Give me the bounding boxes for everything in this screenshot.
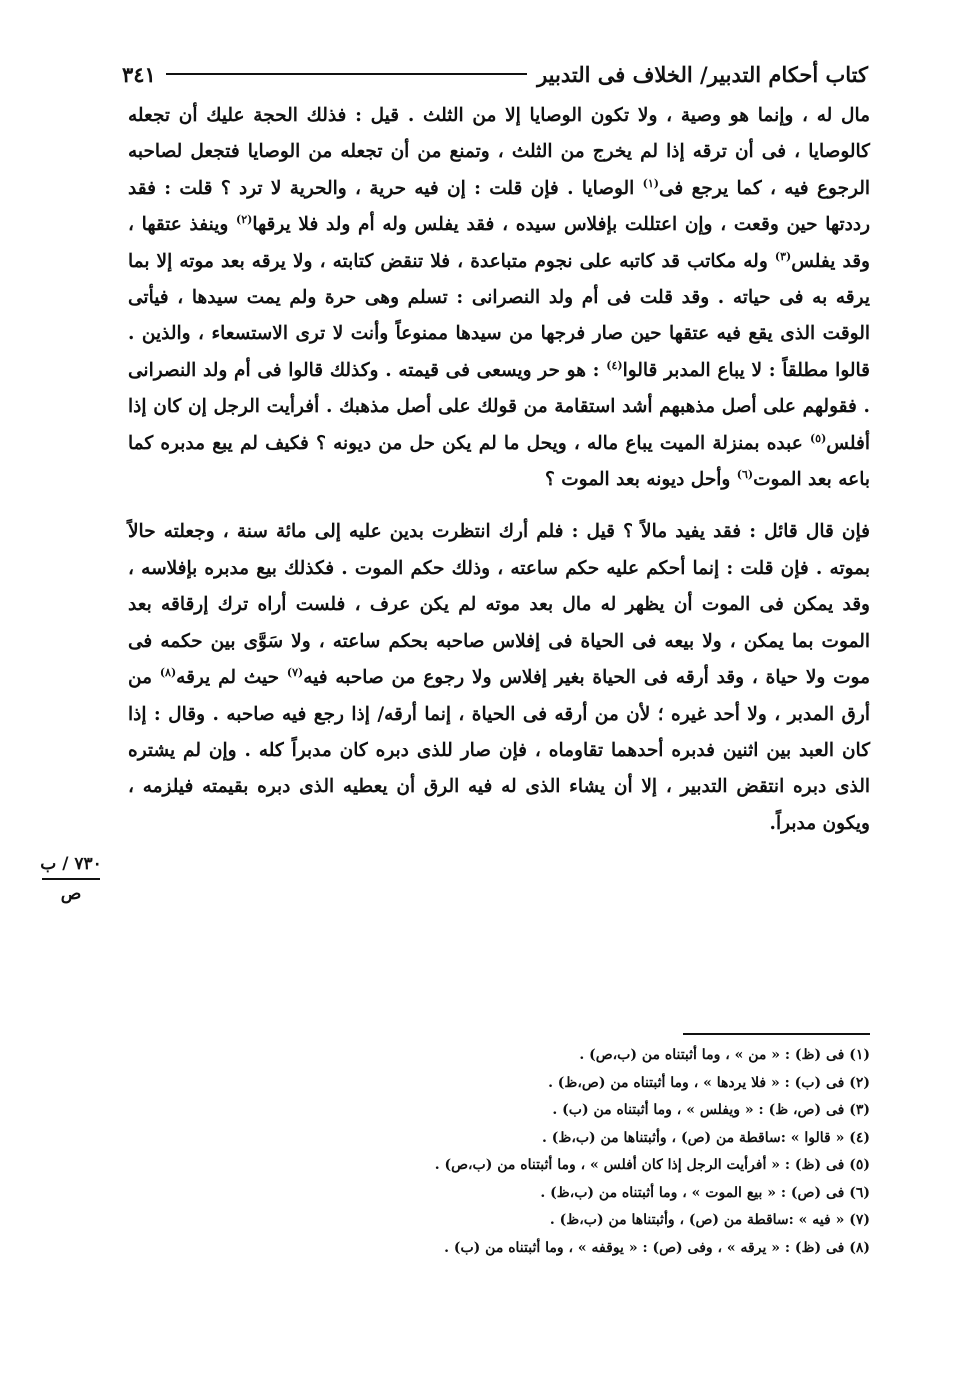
text-run: : هو حر ويسعى فى قيمته . وكذلك قالوا فى أم ولد النصرانى . فقولهم على أصل مذهبهم أشد استقامة من قولك على أصل مذهبك . أفرأيت الرجل إن كان إذا أفلس: [128, 359, 870, 454]
footnote-ref-7: (٧): [286, 665, 304, 679]
text-run: وأحل ديونه بعد الموت ؟: [544, 469, 737, 491]
paragraph-2: [128, 514, 870, 842]
main-text: [128, 98, 870, 842]
footnote-ref-6: (٦): [736, 467, 754, 481]
footnote-ref-1: (١): [642, 176, 659, 190]
footnote: (٥) فى (ظ) : « أفرأيت الرجل إذا كان أفلس » ، وما أثبتناه من (ب،ص) .: [434, 1157, 870, 1173]
margin-rule: [42, 878, 100, 880]
text-run: الوصايا . فإن قلت : إن فيه حرية ، والحرية لا ترد ؟ قلت : فقد رددتها حين وقعت ، وإن اعتللت بإفلاس سيده ، فقد يفلس وله أم ولد فلا يرقها: [128, 177, 871, 236]
footnote: (٢) فى (ب) : « فلا يردها » ، وما أثبتناه من (ص،ظ) .: [548, 1074, 870, 1091]
footnotes: [330, 1042, 870, 1262]
book-title: كتاب أحكام التدبير/ الخلاف فى التدبير: [537, 61, 868, 87]
running-header: [122, 56, 868, 92]
text-run: مال له ، وإنما هو وصية ، ولا تكون الوصايا إلا من الثلث . قيل : فذلك الحجة عليك أن تجعله كالوصايا ، فى أن ترقه إذا لم يخرج من الثلث ، وتمنع من أن تجعله من الوصايا فتجعل لصاحبه الرجوع فيه ، كما يرجع فى: [128, 105, 870, 199]
footnote: (٤) « قالوا » :ساقطة من (ص) ، وأثبتناها من (ب،ظ) .: [542, 1129, 870, 1146]
footnote-ref-3: (٣): [774, 249, 792, 263]
page-number: ٣٤١: [122, 61, 156, 87]
footnote: (٧) « فيه » :ساقطة من (ص) ، وأثبتناها من (ب،ظ) .: [549, 1212, 870, 1228]
manuscript-margin-note: [36, 854, 106, 904]
footnote: (٦) فى (ص) : « بيع الموت » ، وما أثبتناه من (ب،ظ) .: [540, 1184, 870, 1201]
footnote-ref-2: (٢): [236, 213, 253, 227]
footnote-ref-5: (٥): [809, 431, 827, 445]
footnote-ref-4: (٤): [606, 358, 623, 372]
margin-folio: ٧٣٠ / ب: [40, 854, 102, 874]
footnote: (٨) فى (ظ) : « يرقه » ، وفى (ص) : « يوقفه » ، وما أثبتناه من (ب) .: [444, 1239, 870, 1256]
footnote: (١) فى (ظ) : « من » ، وما أثبتناه من (ب،ص) .: [579, 1047, 870, 1063]
footnote-ref-8: (٨): [159, 665, 177, 679]
text-run: وله مكاتب قد كاتبه على نجوم متباعدة ، فلا تنقض كتابته ، ولا يرقه بعد موته إلا بما يرقه به فى حياته . وقد قلت فى أم ولد النصرانى : تسلم وهى حرة ولم يمت سيدها ، فيأتى الوقت الذى يقع فيه عتقها حين صار فرجها من سيدها ممنوعاً وأنت لا ترى الاستسعاء ، والذين . قالوا مطلقاً : لا يباع المدبر قالوا: [128, 250, 870, 381]
footnote: (٣) فى (ص، ظ) : « ويفلس » ، وما أثبتناه من (ب) .: [552, 1102, 870, 1118]
text-run: فإن قال قائل : فقد يفيد مالاً ؟ قيل : فلم أرك انتظرت بدين عليه إلى مائة سنة ، وجعلته حالاً بموته . فإن قلت : إنما أحكم عليه حكم ساعته ، وذلك حكم الموت . فكذلك بيع مدبره بإفلاسه ، وقد يمكن فى الموت أن يظهر له مال بعد موته لم يكن عرف ، فلست أراه ترك إرقاقه بعد الموت بما يمكن ، ولا بيعه فى الحياة فى إفلاس صاحبه بحكم ساعته ، ولا سَوَّى بين حكمه فى موت ولا حياة ، وقد أرقه فى الحياة بغير إفلاس ولا رجوع من صاحبه فيه: [128, 521, 870, 689]
text-run: وينفذ عتقها ، وقد يفلس: [128, 214, 870, 272]
paragraph-1: [128, 98, 870, 498]
footnote-separator: [683, 1033, 870, 1035]
text-run: عبده بمنزلة الميت يباع ماله ، ويحل ما لم يكن حل من ديونه ؟ فكيف لم يبع مدبره كما باعه بعد الموت: [128, 432, 870, 491]
text-run: حيث لم يرقه: [176, 667, 287, 689]
header-rule: [166, 73, 527, 75]
text-run: من أرق المدبر ، ولا أحد غيره ؛ لأن من أرقه فى الحياة ، إنما أرقه/ إذا رجع فيه صاحبه . وقال : إذا كان العبد بين اثنين فدبره أحدهما تقاوماه ، فإن صار للذى دبره كان مدبراً كله . وإن لم يشتره الذى دبره انتقض التدبير ، إلا أن يشاء الذى له فيه الرق أن يعطيه الذى دبره بقيمته فيلزمه ، ويكون مدبراً.: [128, 667, 870, 834]
margin-siglum: ص: [60, 884, 82, 904]
